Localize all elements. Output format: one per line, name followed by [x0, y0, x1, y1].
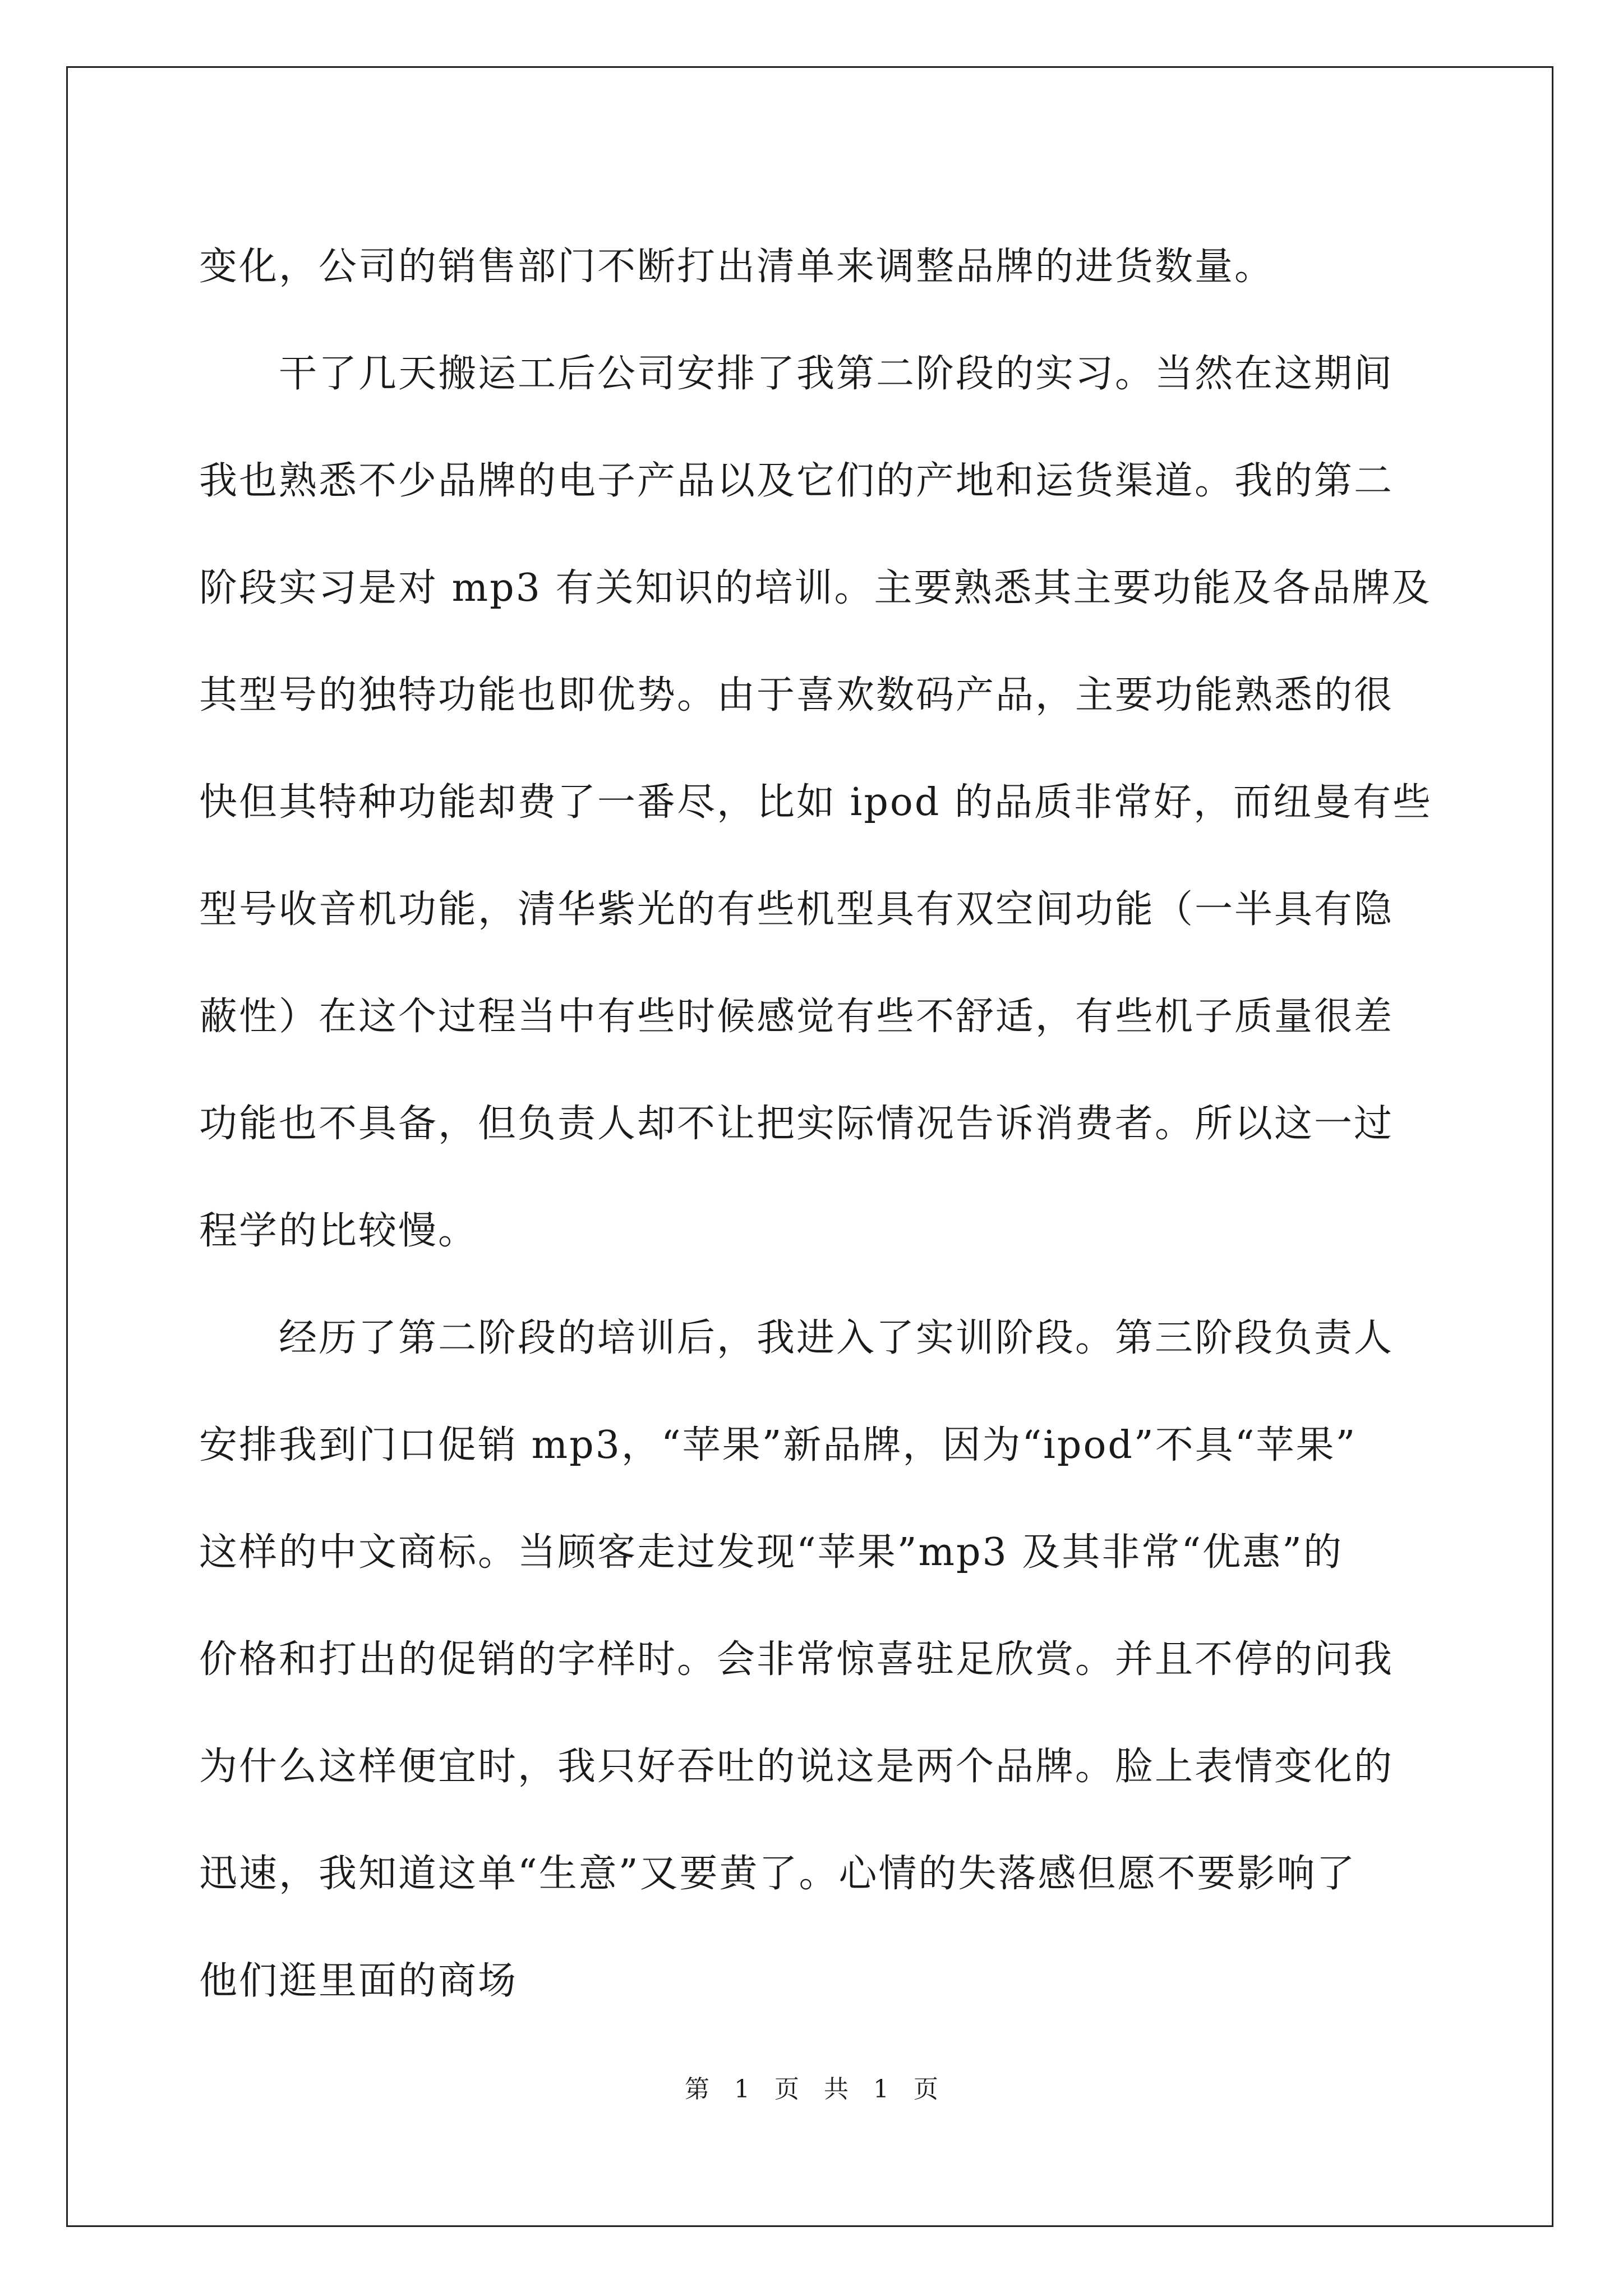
- text-line: 他们逛里面的商场: [199, 1959, 518, 2003]
- text-line: 我也熟悉不少品牌的电子产品以及它们的产地和运货渠道。我的第二: [199, 459, 1394, 503]
- text-line: 价格和打出的促销的字样时。会非常惊喜驻足欣赏。并且不停的问我: [199, 1637, 1394, 1682]
- text-line: 为什么这样便宜时，我只好吞吐的说这是两个品牌。脸上表情变化的: [199, 1745, 1394, 1789]
- text-line: 变化，公司的销售部门不断打出清单来调整品牌的进货数量。: [199, 245, 1275, 289]
- text-line: 蔽性）在这个过程当中有些时候感觉有些不舒适，有些机子质量很差: [199, 995, 1394, 1039]
- text-line: 经历了第二阶段的培训后，我进入了实训阶段。第三阶段负责人: [199, 1316, 1394, 1360]
- text-line: 型号收音机功能，清华紫光的有些机型具有双空间功能（一半具有隐: [199, 887, 1394, 932]
- text-line: 这样的中文商标。当顾客走过发现“苹果”mp3 及其非常“优惠”的: [199, 1530, 1343, 1575]
- page-footer: 第 1 页 共 1 页: [685, 2075, 938, 2104]
- text-line: 阶段实习是对 mp3 有关知识的培训。主要熟悉其主要功能及各品牌及: [199, 566, 1432, 610]
- text-line: 程学的比较慢。: [199, 1209, 478, 1253]
- text-line: 功能也不具备，但负责人却不让把实际情况告诉消费者。所以这一过: [199, 1102, 1394, 1146]
- text-line: 快但其特种功能却费了一番尽，比如 ipod 的品质非常好，而纽曼有些: [199, 780, 1432, 825]
- text-line: 干了几天搬运工后公司安排了我第二阶段的实习。当然在这期间: [199, 352, 1394, 396]
- document-body: [199, 213, 1432, 2035]
- text-line: 安排我到门口促销 mp3，“苹果”新品牌，因为“ipod”不具“苹果”: [199, 1423, 1357, 1467]
- text-line: 其型号的独特功能也即优势。由于喜欢数码产品，主要功能熟悉的很: [199, 673, 1394, 717]
- text-line: 迅速，我知道这单“生意”又要黄了。心情的失落感但愿不要影响了: [199, 1852, 1357, 1896]
